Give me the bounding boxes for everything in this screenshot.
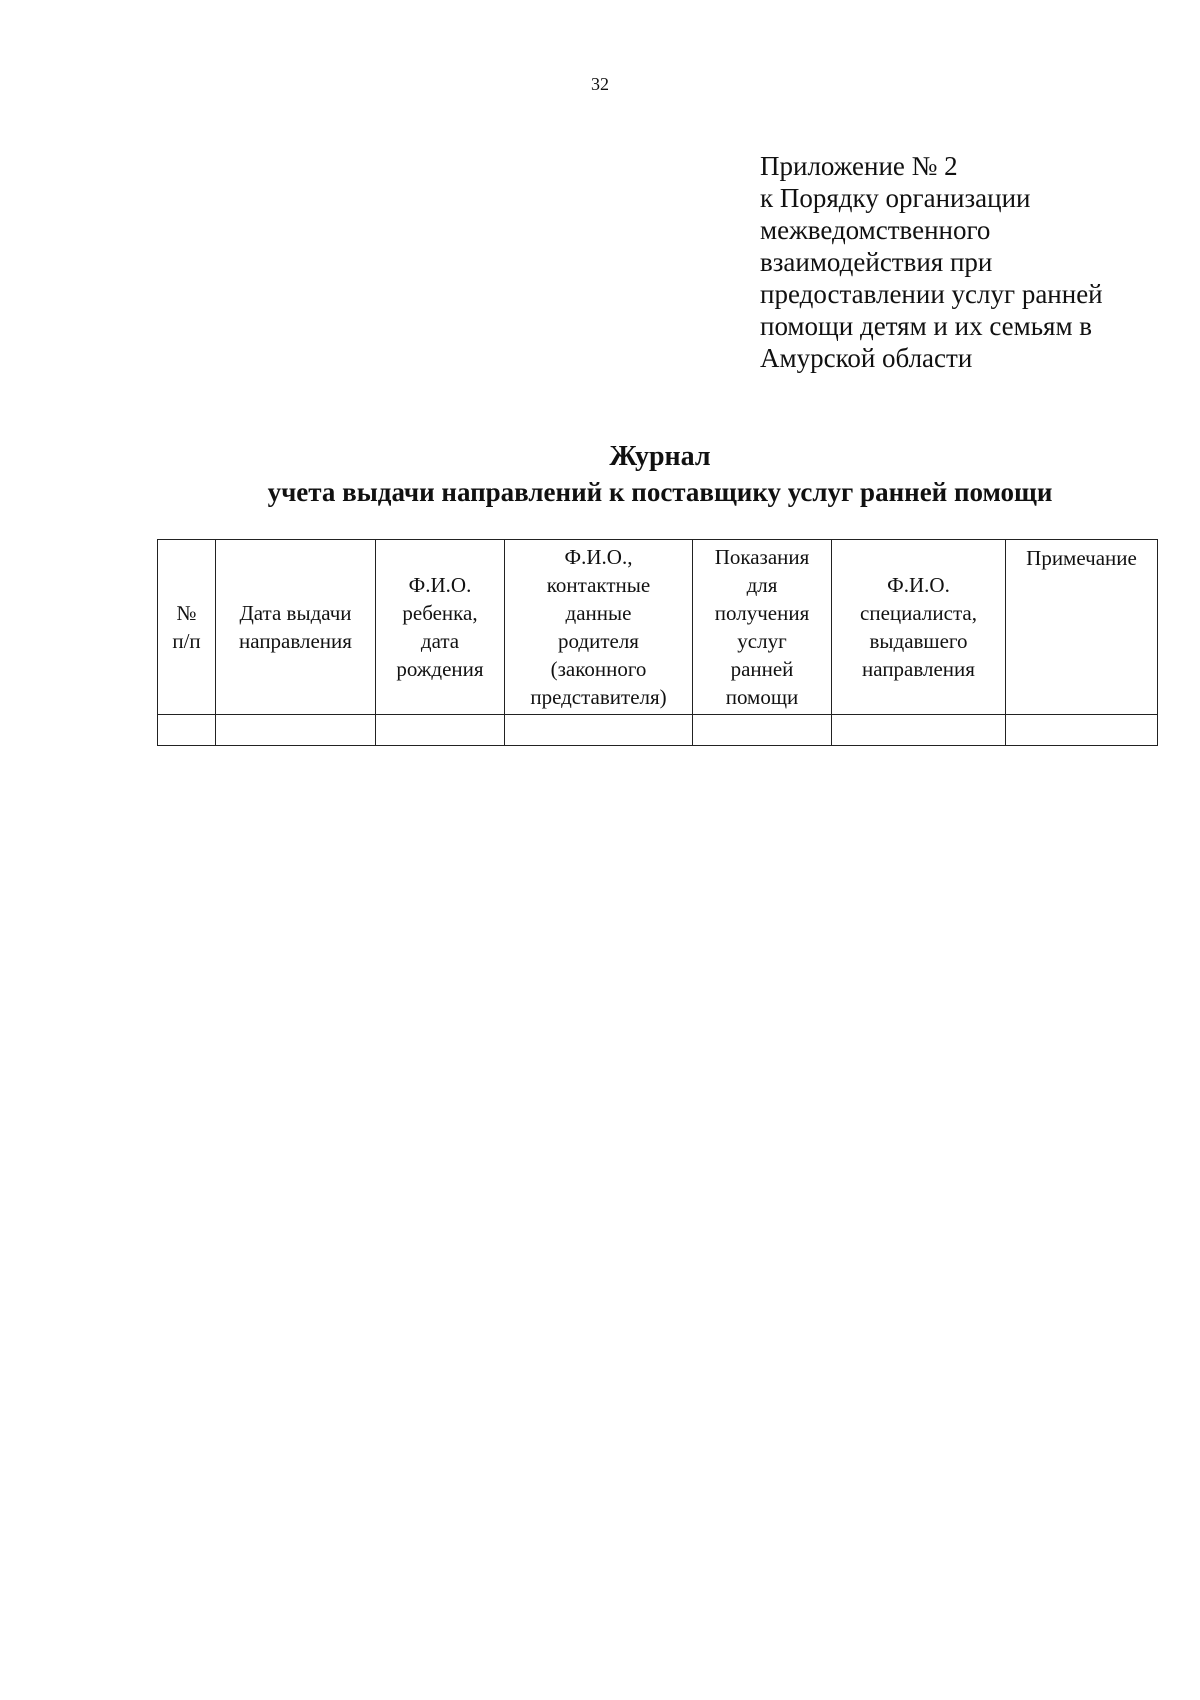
header-line: Показания — [714, 545, 810, 569]
table-cell — [693, 715, 832, 746]
header-line: выдавшего — [869, 629, 968, 653]
header-line: (законного — [550, 657, 647, 681]
header-line: ранней — [730, 657, 794, 681]
header-indications — [693, 540, 832, 715]
header-line: ребенка, — [402, 601, 478, 625]
header-line: для — [746, 573, 778, 597]
header-parent-contacts — [505, 540, 693, 715]
header-issue-date — [216, 540, 376, 715]
page-number: 32 — [591, 74, 609, 94]
header-line: услуг — [737, 629, 787, 653]
table-cell — [832, 715, 1006, 746]
header-line: Дата выдачи — [239, 601, 352, 625]
appendix-line: взаимодействия при — [760, 247, 993, 277]
header-line: Ф.И.О. — [887, 573, 950, 597]
title-subtitle: учета выдачи направлений к поставщику услуг ранней помощи — [267, 477, 1053, 507]
table-cell — [158, 715, 216, 746]
header-line: Примечание — [1026, 546, 1137, 570]
header-line: помощи — [725, 685, 799, 709]
header-line: № — [176, 601, 197, 625]
title-main: Журнал — [609, 441, 711, 472]
header-line: п/п — [172, 629, 201, 653]
header-line: контактные — [546, 573, 651, 597]
header-line: родителя — [558, 629, 639, 653]
header-specialist — [832, 540, 1006, 715]
header-line: дата — [420, 629, 460, 653]
header-line: Ф.И.О., — [564, 545, 633, 569]
appendix-line: помощи детям и их семьям в — [760, 311, 1093, 341]
appendix-line: к Порядку организации — [760, 183, 1031, 213]
header-line: специалиста, — [860, 601, 977, 625]
header-line: направления — [862, 657, 975, 681]
appendix-line: межведомственного — [760, 215, 991, 245]
table-row — [158, 715, 1158, 746]
header-line: рождения — [396, 657, 484, 681]
table-cell — [216, 715, 376, 746]
header-child-name — [376, 540, 505, 715]
header-number — [158, 540, 216, 715]
table-cell — [1006, 715, 1158, 746]
table-header-row — [158, 540, 1158, 715]
table-cell — [376, 715, 505, 746]
journal-table — [157, 539, 1158, 746]
table-cell — [505, 715, 693, 746]
appendix-line: предоставлении услуг ранней — [760, 279, 1103, 309]
appendix-line: Приложение № 2 — [760, 151, 958, 181]
header-note — [1006, 540, 1158, 715]
header-line: данные — [565, 601, 632, 625]
appendix-line: Амурской области — [760, 343, 973, 373]
document-title — [0, 440, 1200, 510]
header-line: Ф.И.О. — [408, 573, 472, 597]
appendix-note — [760, 150, 1180, 374]
header-line: направления — [239, 629, 352, 653]
header-line: получения — [714, 601, 810, 625]
header-line: представителя) — [530, 685, 667, 709]
